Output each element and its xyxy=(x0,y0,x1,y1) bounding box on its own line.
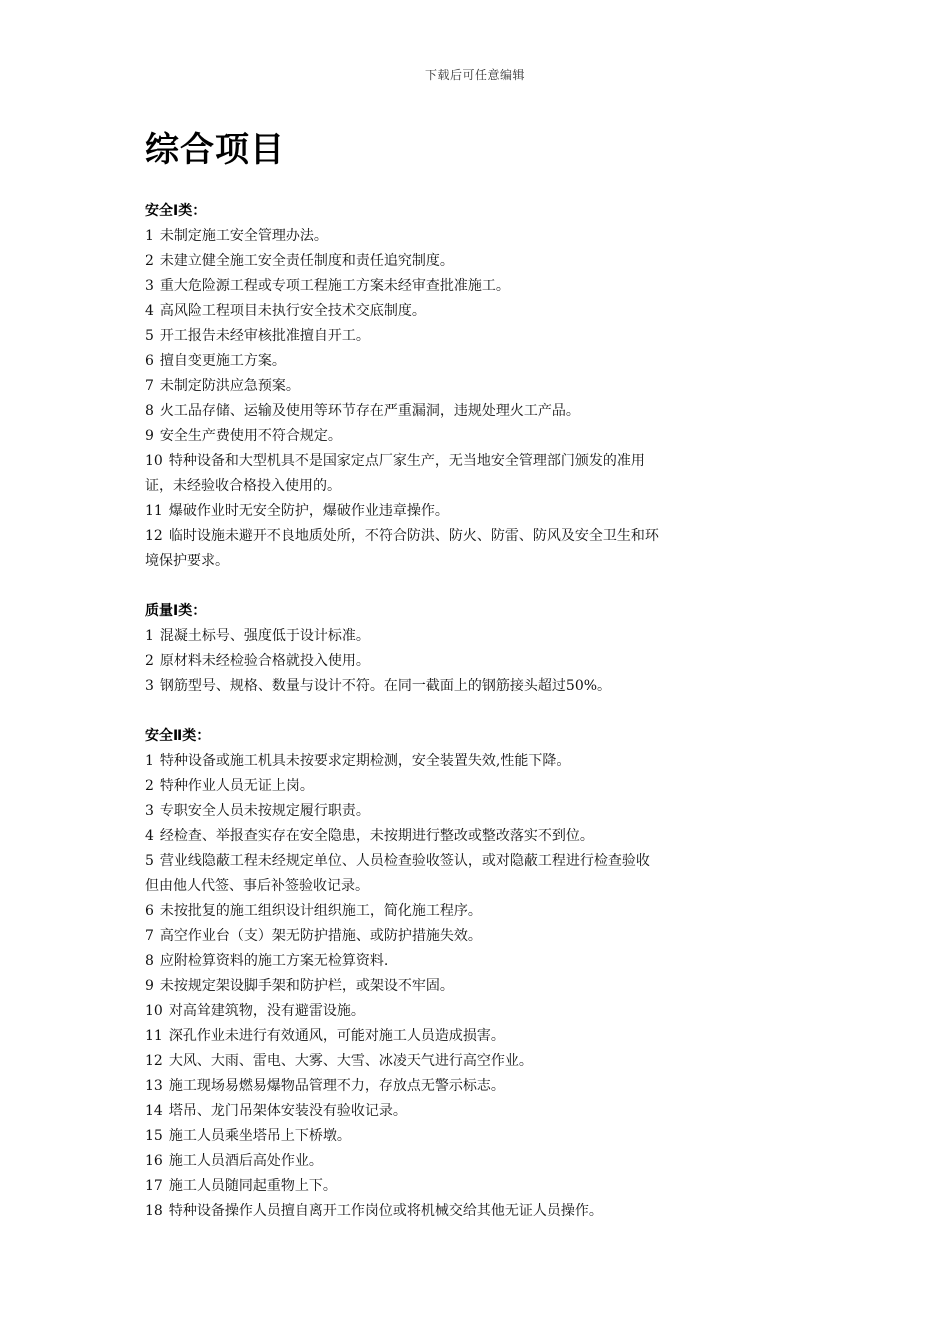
list-item-continuation xyxy=(145,874,765,899)
item-text: 未按规定架设脚手架和防护栏，或架设不牢固。 xyxy=(159,978,454,994)
item-text: 临时设施未避开不良地质处所，不符合防洪、防火、防雷、防风及安全卫生和环 xyxy=(168,528,659,544)
list-item xyxy=(145,999,765,1024)
item-number: 5 xyxy=(145,853,154,869)
item-text: 施工人员随同起重物上下。 xyxy=(168,1178,337,1194)
section-2 xyxy=(145,599,765,699)
item-text: 应附检算资料的施工方案无检算资料. xyxy=(159,953,389,969)
item-text: 火工品存储、运输及使用等环节存在严重漏洞，违规处理火工产品。 xyxy=(159,403,580,419)
item-number: 4 xyxy=(145,828,154,844)
item-number: 9 xyxy=(145,428,154,444)
item-text: 特种作业人员无证上岗。 xyxy=(159,778,314,794)
item-number: 1 xyxy=(145,228,154,244)
section-heading: 质量Ⅰ类： xyxy=(145,603,207,619)
item-number: 4 xyxy=(145,303,154,319)
list-item xyxy=(145,674,765,699)
item-text: 重大危险源工程或专项工程施工方案未经审查批准施工。 xyxy=(159,278,510,294)
item-text: 大风、大雨、雷电、大雾、大雪、冰凌天气进行高空作业。 xyxy=(168,1053,533,1069)
item-text: 高风险工程项目未执行安全技术交底制度。 xyxy=(159,303,426,319)
item-number: 18 xyxy=(145,1203,163,1219)
item-number: 7 xyxy=(145,928,154,944)
item-number: 8 xyxy=(145,403,154,419)
item-number: 2 xyxy=(145,253,154,269)
section-1 xyxy=(145,199,765,574)
item-number: 16 xyxy=(145,1153,163,1169)
item-number: 5 xyxy=(145,328,154,344)
item-number: 6 xyxy=(145,903,154,919)
list-item xyxy=(145,624,765,649)
list-item xyxy=(145,399,765,424)
item-number: 12 xyxy=(145,528,163,544)
list-item xyxy=(145,349,765,374)
list-item xyxy=(145,424,765,449)
item-number: 14 xyxy=(145,1103,163,1119)
list-item xyxy=(145,974,765,999)
list-item xyxy=(145,1024,765,1049)
list-item xyxy=(145,824,765,849)
item-text: 施工人员乘坐塔吊上下桥墩。 xyxy=(168,1128,351,1144)
item-text: 混凝土标号、强度低于设计标准。 xyxy=(159,628,370,644)
list-item xyxy=(145,299,765,324)
item-text: 未建立健全施工安全责任制度和责任追究制度。 xyxy=(159,253,454,269)
header-note: 下载后可任意编辑 xyxy=(424,68,525,82)
item-text: 施工现场易燃易爆物品管理不力，存放点无警示标志。 xyxy=(168,1078,505,1094)
item-text: 对高耸建筑物，没有避雷设施。 xyxy=(168,1003,365,1019)
list-item xyxy=(145,749,765,774)
item-number: 3 xyxy=(145,803,154,819)
item-text: 爆破作业时无安全防护，爆破作业违章操作。 xyxy=(168,503,449,519)
item-number: 8 xyxy=(145,953,154,969)
item-text: 但由他人代签、事后补签验收记录。 xyxy=(145,878,369,894)
item-text: 专职安全人员未按规定履行职责。 xyxy=(159,803,370,819)
list-item-continuation xyxy=(145,474,765,499)
item-number: 1 xyxy=(145,753,154,769)
section-heading: 安全Ⅰ类： xyxy=(145,203,207,219)
item-text: 施工人员酒后高处作业。 xyxy=(168,1153,323,1169)
list-item xyxy=(145,799,765,824)
item-number: 6 xyxy=(145,353,154,369)
document-title: 综合项目 xyxy=(145,130,285,170)
item-number: 15 xyxy=(145,1128,163,1144)
item-text: 特种设备或施工机具未按要求定期检测，安全装置失效,性能下降。 xyxy=(159,753,571,769)
item-text: 经检查、举报查实存在安全隐患，未按期进行整改或整改落实不到位。 xyxy=(159,828,594,844)
list-item xyxy=(145,1149,765,1174)
item-text: 未按批复的施工组织设计组织施工，简化施工程序。 xyxy=(159,903,482,919)
item-number: 9 xyxy=(145,978,154,994)
item-text: 开工报告未经审核批准擅自开工。 xyxy=(159,328,370,344)
item-text: 特种设备和大型机具不是国家定点厂家生产，无当地安全管理部门颁发的准用 xyxy=(168,453,645,469)
item-text: 未制定防洪应急预案。 xyxy=(159,378,300,394)
list-item xyxy=(145,249,765,274)
list-item xyxy=(145,274,765,299)
item-text: 高空作业台（支）架无防护措施、或防护措施失效。 xyxy=(159,928,482,944)
list-item xyxy=(145,949,765,974)
list-item xyxy=(145,1174,765,1199)
item-text: 营业线隐蔽工程未经规定单位、人员检查验收签认，或对隐蔽工程进行检查验收 xyxy=(159,853,650,869)
item-text: 特种设备操作人员擅自离开工作岗位或将机械交给其他无证人员操作。 xyxy=(168,1203,603,1219)
item-number: 2 xyxy=(145,653,154,669)
item-text: 深孔作业未进行有效通风，可能对施工人员造成损害。 xyxy=(168,1028,505,1044)
list-item xyxy=(145,499,765,524)
item-text: 钢筋型号、规格、数量与设计不符。在同一截面上的钢筋接头超过50%。 xyxy=(159,678,612,694)
list-item xyxy=(145,774,765,799)
list-item xyxy=(145,374,765,399)
list-item xyxy=(145,1099,765,1124)
item-number: 11 xyxy=(145,503,163,519)
item-number: 13 xyxy=(145,1078,163,1094)
section-3 xyxy=(145,724,765,1224)
item-text: 安全生产费使用不符合规定。 xyxy=(159,428,342,444)
item-text: 未制定施工安全管理办法。 xyxy=(159,228,328,244)
list-item xyxy=(145,899,765,924)
item-number: 3 xyxy=(145,678,154,694)
item-number: 17 xyxy=(145,1178,163,1194)
item-text: 擅自变更施工方案。 xyxy=(159,353,286,369)
item-number: 10 xyxy=(145,1003,163,1019)
item-number: 12 xyxy=(145,1053,163,1069)
document-body xyxy=(145,199,765,1249)
list-item xyxy=(145,449,765,474)
list-item xyxy=(145,524,765,549)
section-heading: 安全Ⅱ类： xyxy=(145,728,211,744)
list-item xyxy=(145,324,765,349)
item-number: 1 xyxy=(145,628,154,644)
item-number: 7 xyxy=(145,378,154,394)
item-number: 3 xyxy=(145,278,154,294)
item-number: 10 xyxy=(145,453,163,469)
item-text: 原材料未经检验合格就投入使用。 xyxy=(159,653,370,669)
item-text: 证，未经验收合格投入使用的。 xyxy=(145,478,341,494)
item-text: 塔吊、龙门吊架体安装没有验收记录。 xyxy=(168,1103,407,1119)
list-item xyxy=(145,1124,765,1149)
list-item xyxy=(145,1074,765,1099)
list-item xyxy=(145,649,765,674)
item-number: 2 xyxy=(145,778,154,794)
list-item-continuation xyxy=(145,549,765,574)
item-number: 11 xyxy=(145,1028,163,1044)
list-item xyxy=(145,924,765,949)
list-item xyxy=(145,224,765,249)
list-item xyxy=(145,1199,765,1224)
list-item xyxy=(145,849,765,874)
list-item xyxy=(145,1049,765,1074)
item-text: 境保护要求。 xyxy=(145,553,229,569)
